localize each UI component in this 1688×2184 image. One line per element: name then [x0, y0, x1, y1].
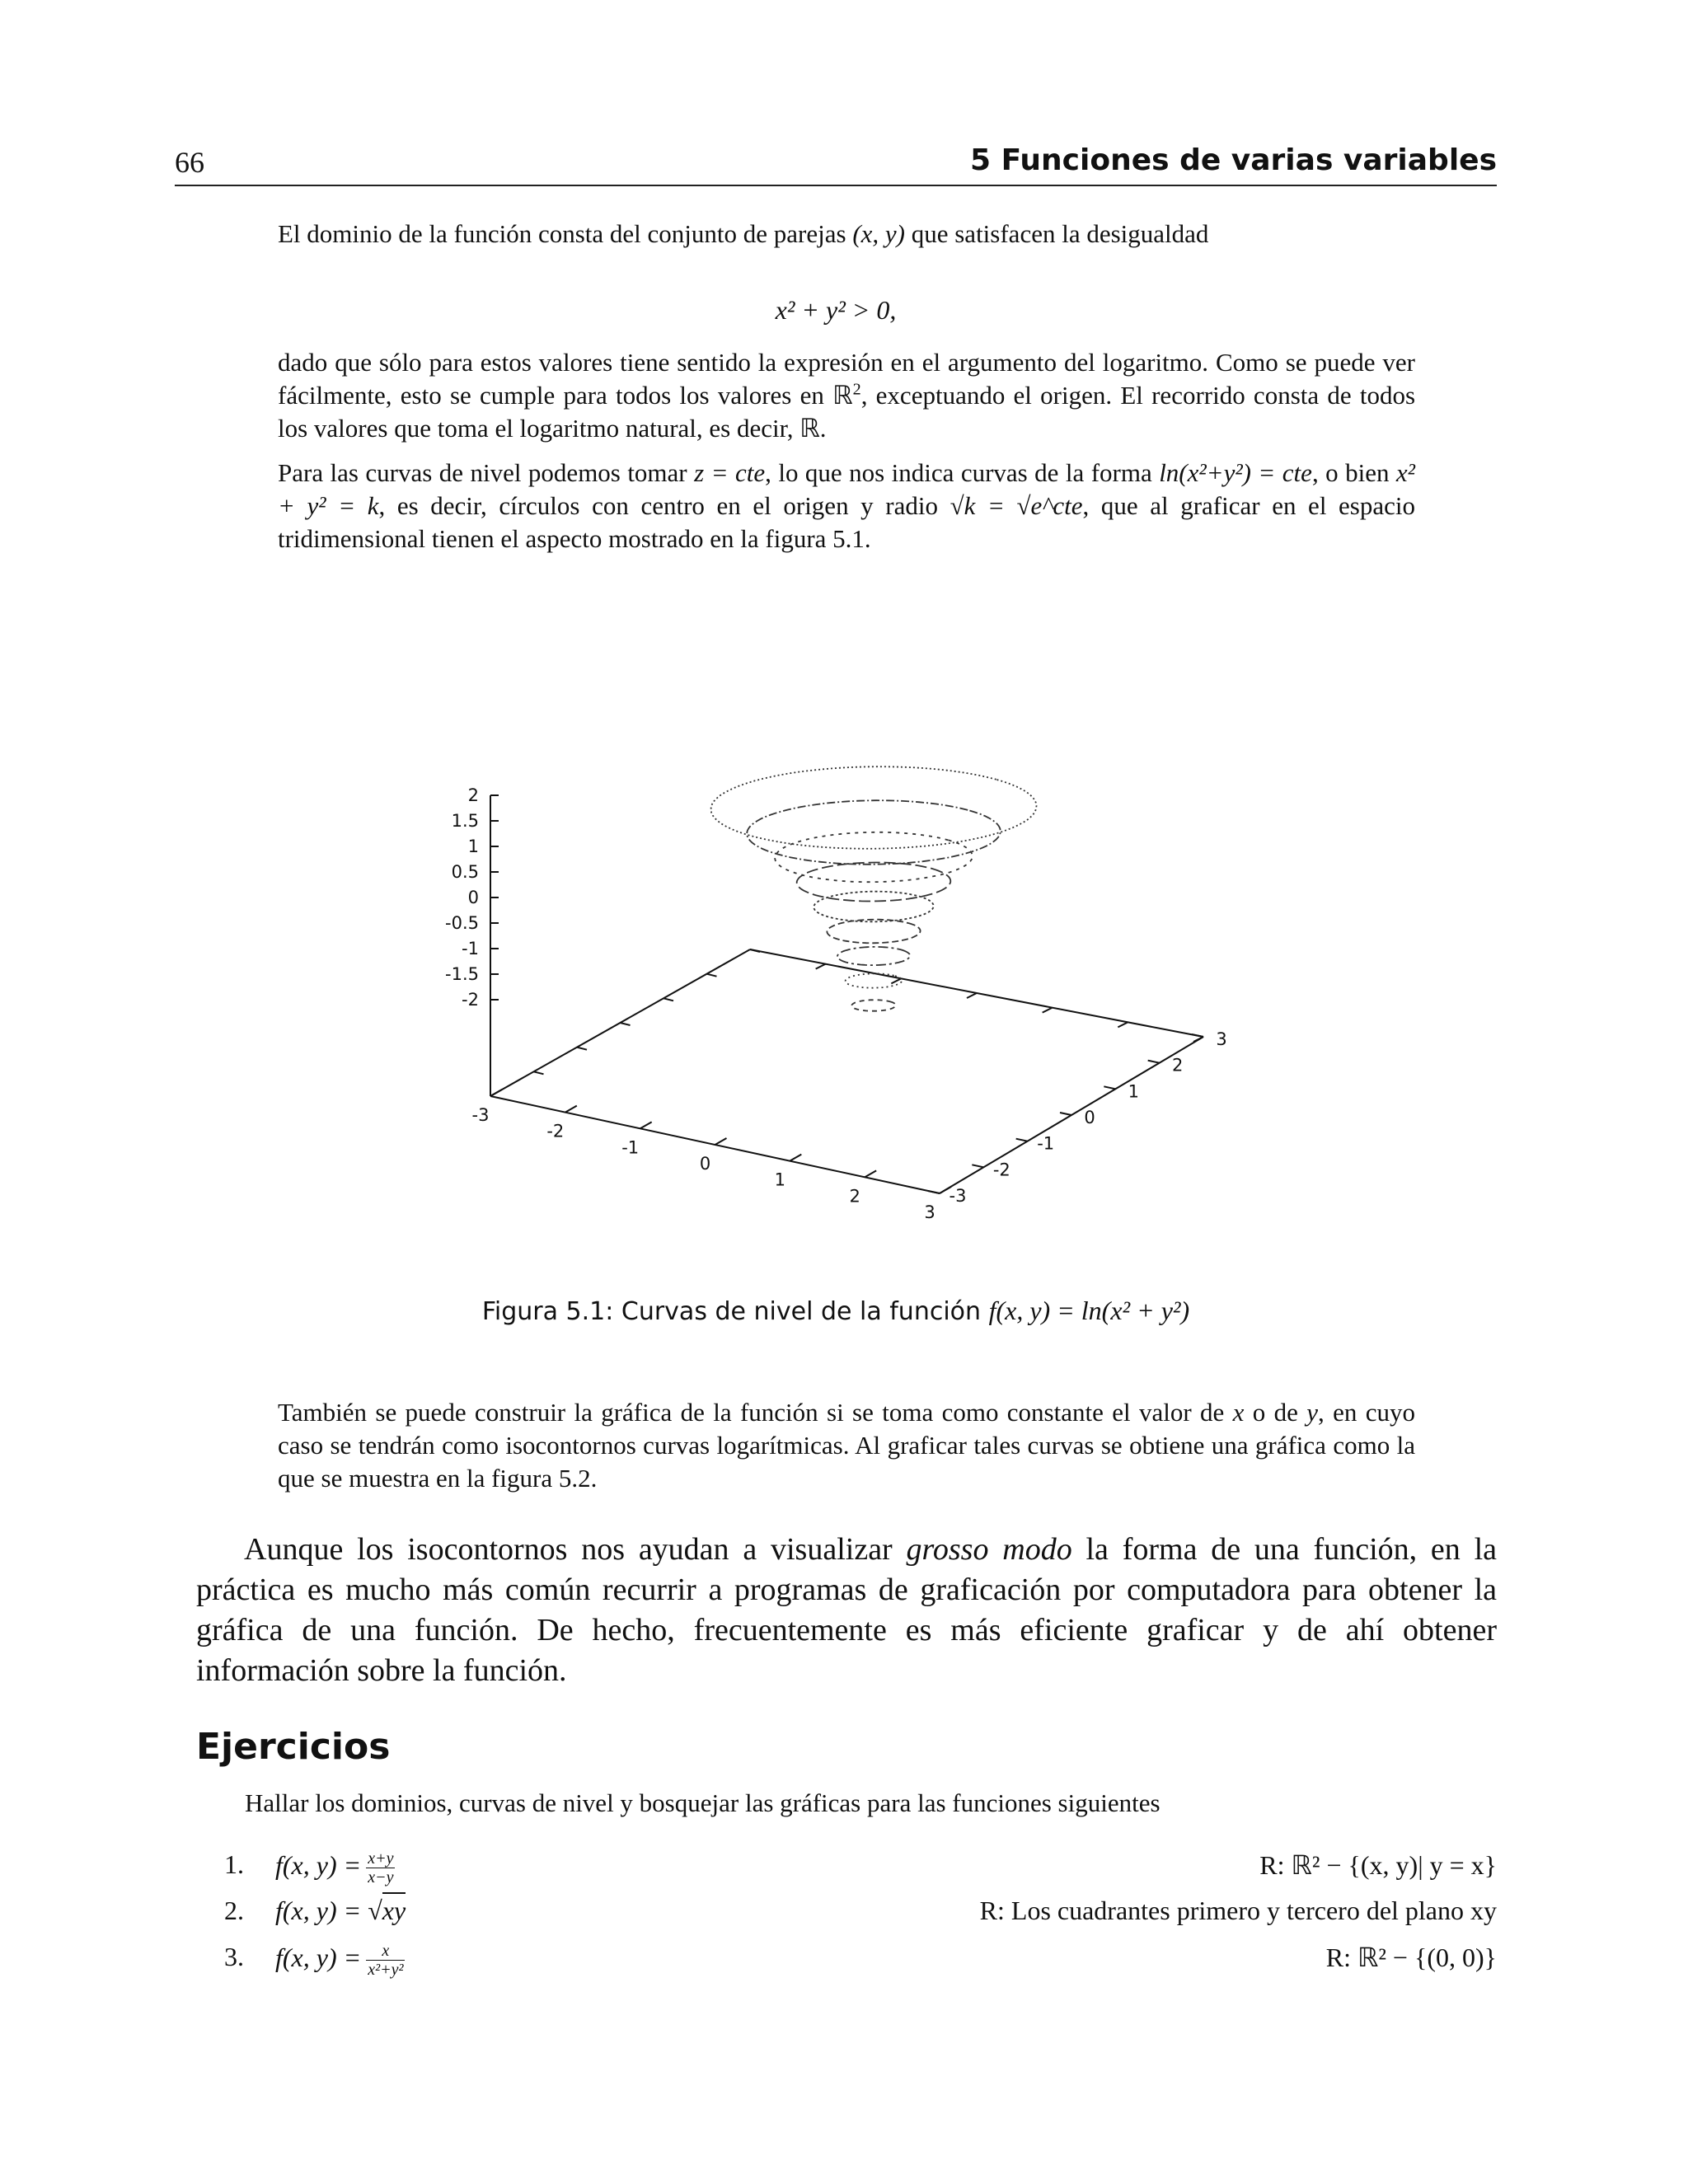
- contour-level: [814, 892, 933, 922]
- exercise-number: 1.: [224, 1849, 244, 1879]
- x-tick-2: [640, 1122, 652, 1128]
- exercise-list: [224, 1843, 1497, 1981]
- display-equation: x² + y² > 0,: [775, 295, 897, 325]
- x-tick-back-4: [1043, 1008, 1053, 1013]
- exercise-function: f(x, y) = √xy: [275, 1896, 406, 1926]
- z-tick-label: -0.5: [445, 913, 479, 933]
- contour-level: [846, 973, 903, 987]
- paragraph-level-curves: [278, 457, 1415, 555]
- para4-d: , en cuyo caso se tendrán como isocontornos curvas logarítmicas. Al graficar tales curvas se: [278, 1398, 1415, 1460]
- list-item: [224, 1935, 1497, 1981]
- circle-equation: x² + y² = k: [278, 458, 1415, 520]
- exercise-function: f(x, y) = $\frac{x+y}{x-y}$: [275, 1849, 394, 1886]
- var-x: x: [1232, 1398, 1245, 1427]
- contour-level: [711, 766, 1037, 849]
- x-tick-back-1: [816, 964, 826, 969]
- body-para-a: Aunque los isocontornos nos ayudan a visualizar: [244, 1532, 907, 1567]
- exercise-answer: R: ℝ² − {(0, 0)}: [1325, 1943, 1497, 1972]
- para3-a: Para las curvas de nivel podemos tomar: [278, 458, 695, 487]
- x-tick-label: -3: [471, 1105, 490, 1125]
- body-para-b: la forma de una función, en la práctica es mucho más común recurrir a programas de graficación por computadora para obtener la gráfica de una función. De hecho, frecuentemente es más eficiente graficar y de ahí obtener información sobre la función.: [196, 1532, 1497, 1688]
- x-tick-4: [790, 1155, 801, 1161]
- pair-xy: (x, y): [852, 219, 905, 248]
- para3-c: , o bien: [1311, 458, 1396, 487]
- para2-line3: recorrido consta de todos los valores que toma el logaritmo natural, es decir, ℝ.: [278, 381, 1416, 443]
- z-tick-label: 1: [467, 837, 479, 856]
- exercise-intro: Hallar los dominios, curvas de nivel y bosquejar las gráficas para las funciones siguientes: [245, 1788, 1160, 1817]
- exercise-function: f(x, y) = $\frac{x}{\text{x²+y²}}$: [275, 1942, 404, 1979]
- z-cte: z = cte: [694, 458, 766, 487]
- y-tick-back-4: [663, 998, 673, 1001]
- cte: cte: [1282, 458, 1312, 487]
- y-tick-label: 2: [1171, 1055, 1184, 1076]
- para4-e: obtiene una gráfica como la que se muestra en la figura 5.2.: [278, 1431, 1415, 1493]
- section-heading: Ejercicios: [196, 1726, 391, 1768]
- z-tick-label: -2: [462, 990, 479, 1010]
- y-tick-label: -3: [949, 1186, 967, 1206]
- exercise-number: 3.: [224, 1942, 244, 1971]
- contour-level: [851, 1000, 895, 1010]
- para2-line1: dado que sólo para estos valores tiene sentido la expresión en el argumento del logaritmo. Como: [278, 348, 1278, 377]
- y-tick-0: [928, 1191, 940, 1193]
- paragraph-isocontours: [278, 1396, 1415, 1495]
- running-head: [175, 142, 1497, 186]
- z-tick-label: 0: [467, 888, 479, 907]
- contour-plot: [412, 692, 1236, 1236]
- para3-e: , que al: [1082, 491, 1169, 520]
- y-tick-4: [1104, 1086, 1115, 1089]
- z-tick-label: 2: [467, 785, 479, 805]
- para3-d: , es decir, círculos con centro en el origen y radio: [378, 491, 950, 520]
- y-tick-2: [1016, 1139, 1028, 1141]
- caption-formula: f(x, y) = ln(x² + y²): [988, 1296, 1190, 1325]
- x-tick-0: [490, 1090, 502, 1096]
- para3-b: , lo que nos indica curvas de la forma: [765, 458, 1160, 487]
- z-tick-label: 1.5: [451, 811, 479, 831]
- list-item: [224, 1889, 1497, 1935]
- para1-text: El dominio de la función consta del conjunto de parejas: [278, 219, 853, 248]
- z-tick-label: 0.5: [451, 862, 479, 882]
- x-tick-label: 3: [924, 1202, 935, 1222]
- contour-level: [827, 920, 920, 944]
- y-tick-back-5: [707, 974, 717, 977]
- paragraph-domain: [278, 218, 1415, 251]
- contour-level: [837, 947, 910, 965]
- para4-a: También se puede construir la gráfica de la función si se toma como constante el valor de: [278, 1398, 1233, 1427]
- x-tick-label: -2: [546, 1121, 565, 1141]
- exercise-answer: R: ℝ² − {(x, y)| y = x}: [1259, 1850, 1497, 1880]
- list-item: [224, 1843, 1497, 1889]
- x-tick-back-5: [1118, 1022, 1128, 1027]
- y-tick-label: 1: [1128, 1081, 1140, 1102]
- paragraph-range: dado que sólo para estos valores tiene sentido la expresión en el argumento del logaritmo. Como se puede ver fácilmente, esto se cumple para todos los valores en ℝ$^2$, exceptuando el origen. El recorrido consta de todos los valores que toma el logaritmo natural, es decir, ℝ.: [278, 348, 1416, 443]
- chapter-title: 5 Funciones de varias variables: [970, 143, 1497, 177]
- main-paragraph: [196, 1530, 1497, 1691]
- y-tick-label: -1: [1037, 1133, 1055, 1154]
- ln-form: ln(x²+y²) =: [1159, 458, 1276, 487]
- x-tick-1: [565, 1106, 577, 1113]
- figure-5-1: [412, 692, 1236, 1236]
- para2-line2a: se puede ver fácilmente, esto se cumple para todos los valores en: [278, 348, 1416, 410]
- contour-level: [797, 863, 951, 902]
- y-tick-1: [972, 1165, 983, 1167]
- contour-level: [775, 832, 973, 882]
- y-tick-back-2: [577, 1047, 587, 1050]
- page-number: 66: [175, 146, 204, 179]
- z-tick-label: -1: [462, 939, 479, 958]
- x-tick-label: 2: [849, 1186, 860, 1207]
- para4-b: o: [1244, 1398, 1266, 1427]
- body-para-emphasis: grosso modo: [906, 1532, 1072, 1567]
- radius-expression: √k = √e^cte: [950, 491, 1083, 520]
- x-tick-5: [865, 1170, 876, 1177]
- y-tick-label: 0: [1084, 1108, 1095, 1127]
- para4-c: de: [1273, 1398, 1307, 1427]
- x-tick-label: 1: [774, 1169, 786, 1190]
- x-tick-label: -1: [621, 1137, 640, 1158]
- para1-text-end: que satisfacen la desigualdad: [904, 219, 1209, 248]
- z-tick-label: -1.5: [445, 964, 479, 984]
- x-tick-label: 0: [699, 1154, 711, 1174]
- x-tick-back-3: [967, 993, 977, 998]
- y-tick-back-1: [534, 1071, 544, 1074]
- y-tick-label: 3: [1216, 1029, 1227, 1049]
- x-tick-back-2: [891, 978, 901, 983]
- var-y: y: [1306, 1398, 1318, 1427]
- exercise-answer: R: Los cuadrantes primero y tercero del plano xy: [979, 1896, 1497, 1925]
- x-tick-3: [715, 1138, 727, 1145]
- para2-line2b: , exceptuando el origen. El: [860, 381, 1143, 410]
- y-tick-label: -2: [992, 1160, 1010, 1180]
- exercise-number: 2.: [224, 1896, 244, 1925]
- para3-f: graficar en el espacio tridimensional tienen el aspecto mostrado en la figura 5.1.: [278, 491, 1415, 553]
- y-tick-back-3: [621, 1023, 631, 1025]
- y-tick-5: [1148, 1061, 1160, 1063]
- r2-symbol: ℝ: [832, 381, 853, 410]
- caption-label: Figura 5.1: Curvas de nivel de la función: [481, 1297, 989, 1326]
- y-tick-3: [1060, 1113, 1071, 1115]
- x-tick-back-6: [1193, 1037, 1203, 1042]
- figure-caption: [175, 1296, 1497, 1326]
